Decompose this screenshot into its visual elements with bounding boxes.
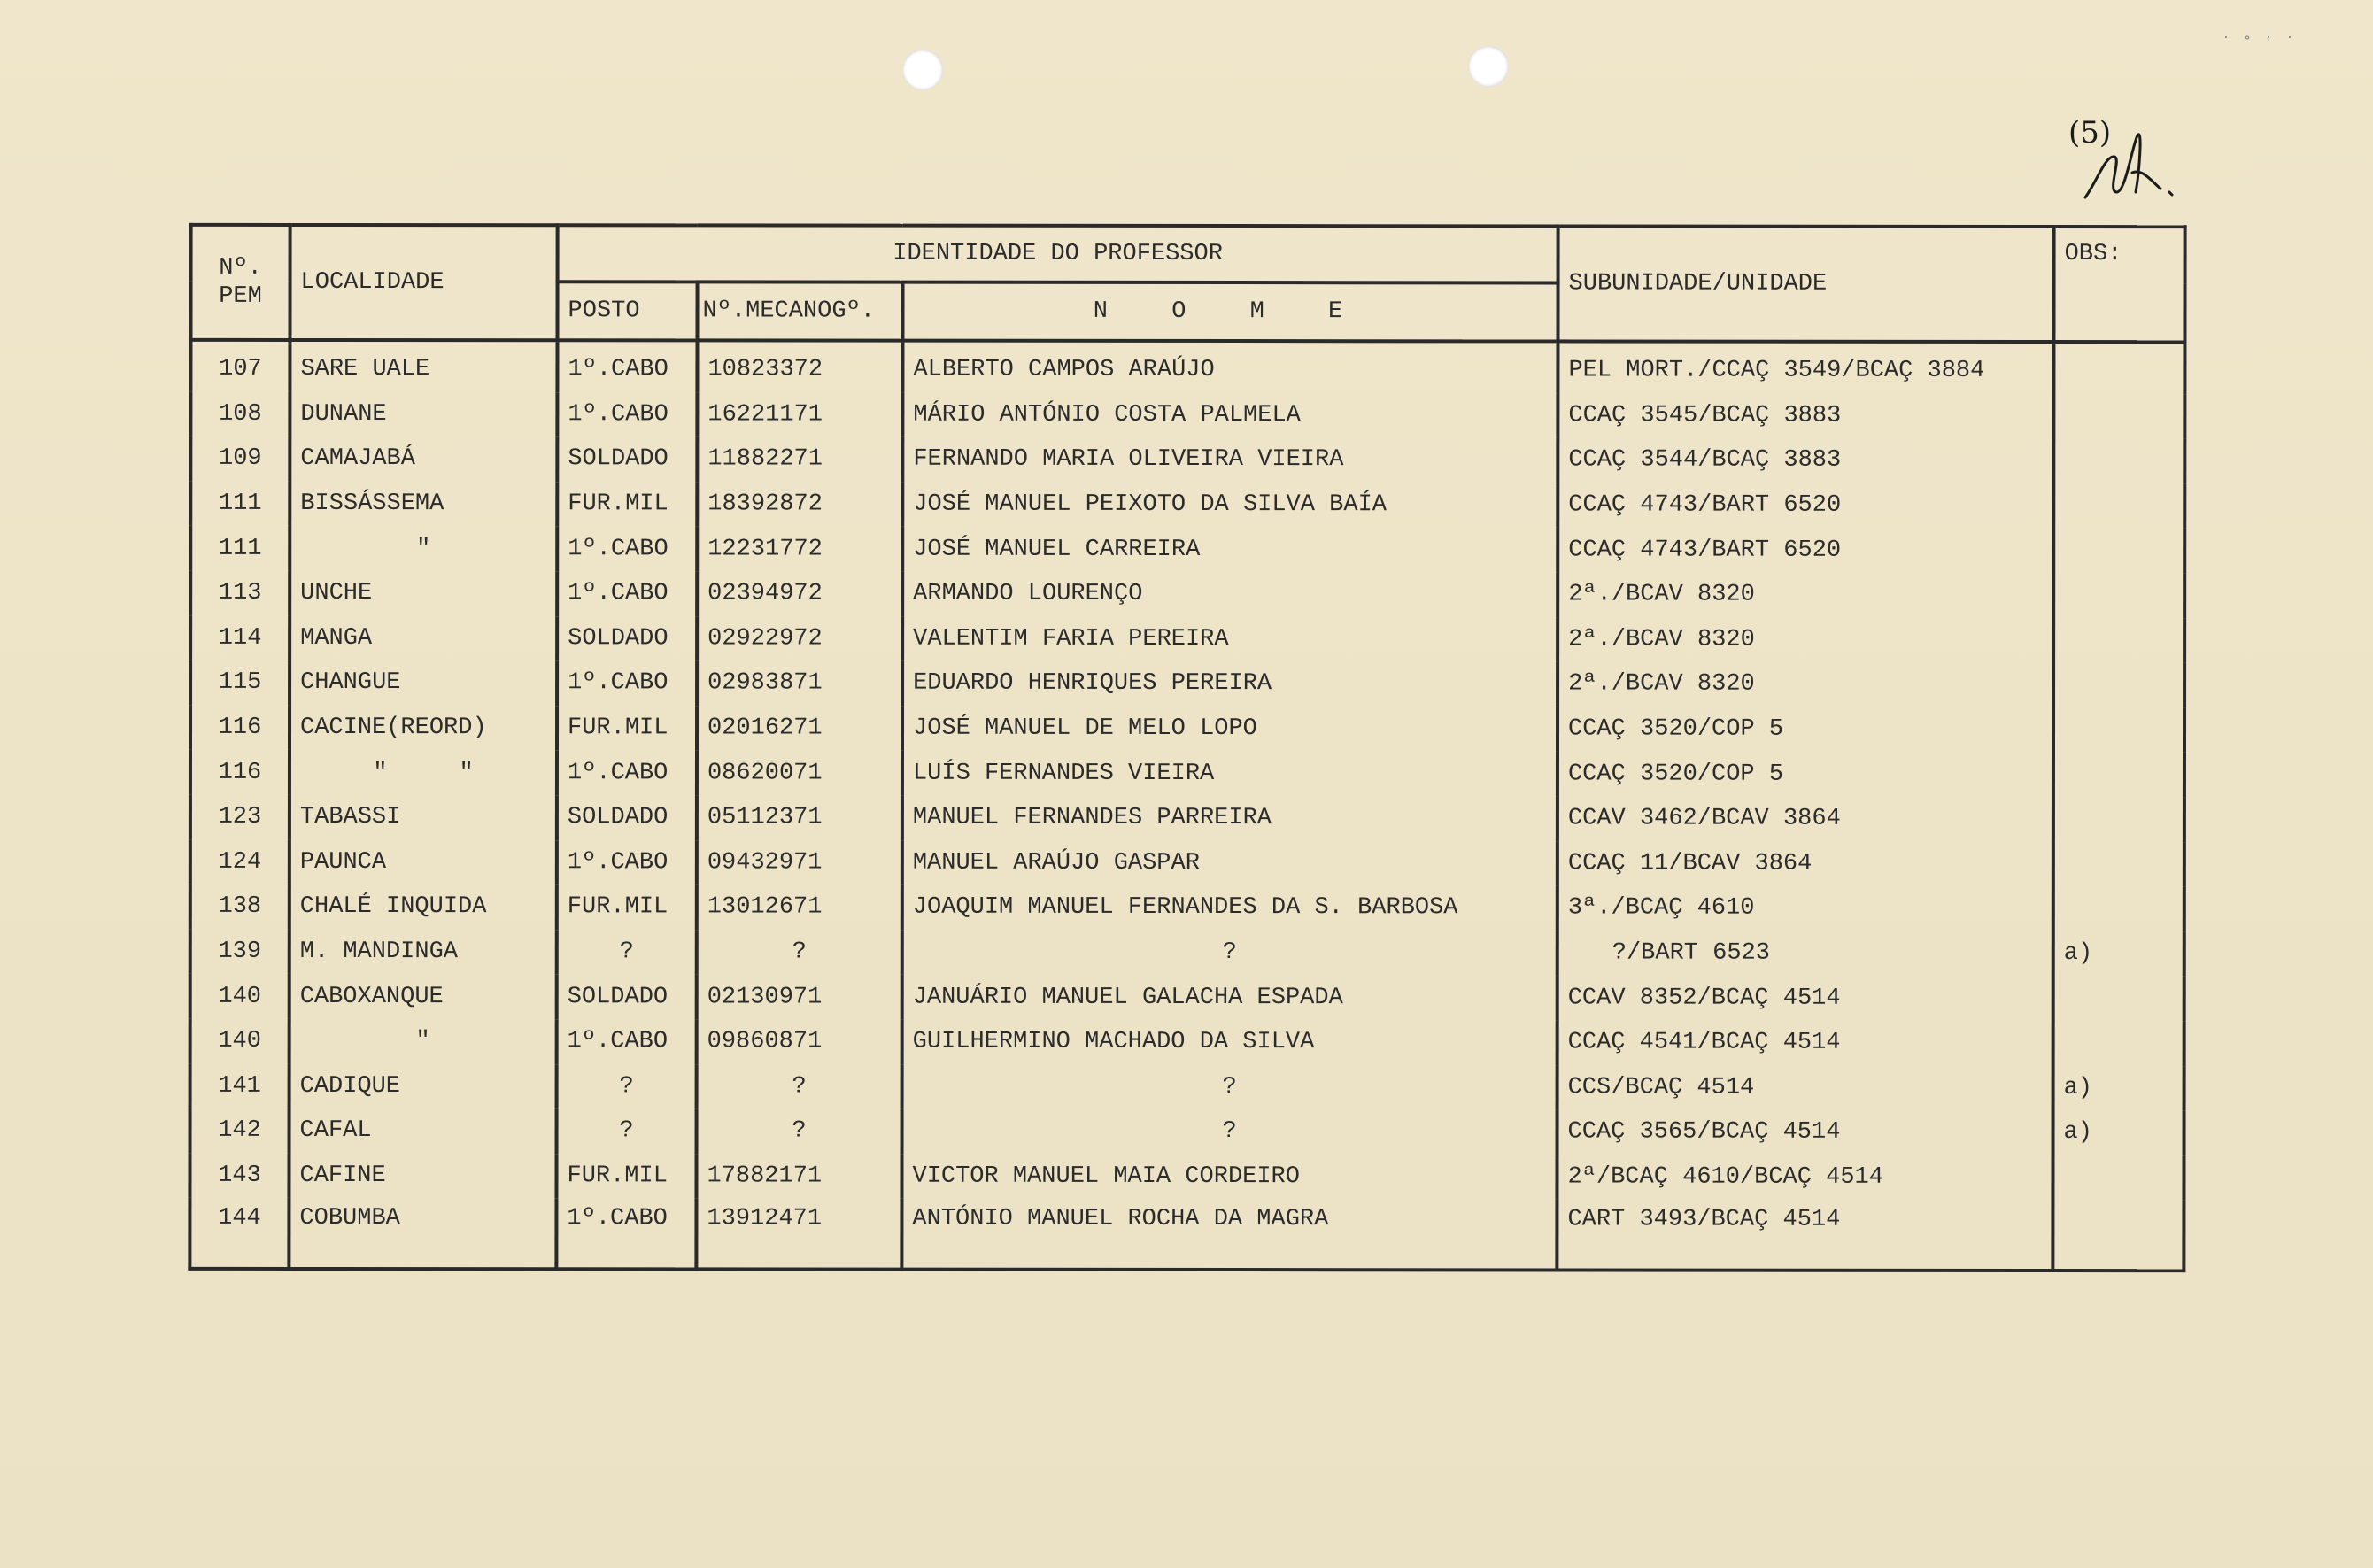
cell-unidade: CART 3493/BCAÇ 4514 [1557, 1200, 2052, 1271]
cell-nome: JOAQUIM MANUEL FERNANDES DA S. BARBOSA [902, 885, 1558, 931]
cell-posto: SOLDADO [557, 975, 697, 1020]
cell-localidade: TABASSI [290, 795, 557, 840]
cell-pem: 114 [190, 615, 290, 660]
cell-unidade: 2ª/BCAÇ 4610/BCAÇ 4514 [1557, 1155, 2052, 1200]
table-row [190, 1019, 2184, 1066]
cell-localidade: COBUMBA [289, 1198, 556, 1269]
cell-posto: ? [557, 1108, 697, 1154]
col-header-identidade: IDENTIDADE DO PROFESSOR [558, 225, 1558, 282]
cell-nome: JOSÉ MANUEL CARREIRA [902, 527, 1558, 572]
cell-nome: MANUEL ARAÚJO GASPAR [902, 840, 1558, 885]
cell-obs [2053, 976, 2184, 1021]
cell-posto: 1º.CABO [557, 660, 697, 706]
cell-mecanog: 18392872 [697, 482, 902, 527]
cell-localidade: CHANGUE [290, 660, 557, 706]
cell-pem: 144 [189, 1198, 289, 1269]
table-row [190, 436, 2184, 483]
table-row [190, 795, 2184, 842]
cell-nome: GUILHERMINO MACHADO DA SILVA [902, 1020, 1558, 1065]
cell-obs: a) [2053, 931, 2184, 977]
cell-unidade: CCAÇ 3544/BCAÇ 3883 [1558, 438, 2053, 483]
cell-nome: LUÍS FERNANDES VIEIRA [902, 751, 1558, 796]
cell-mecanog: 02922972 [697, 616, 902, 661]
col-header-num-pem: Nº. PEM [190, 225, 290, 340]
table-row [190, 526, 2184, 573]
cell-nome: MANUEL FERNANDES PARREIRA [902, 796, 1558, 841]
cell-nome: VICTOR MANUEL MAIA CORDEIRO [901, 1154, 1557, 1199]
cell-posto: SOLDADO [557, 795, 697, 840]
cell-obs [2052, 1200, 2184, 1271]
cell-pem: 123 [190, 795, 290, 840]
col-header-localidade: LOCALIDADE [290, 225, 557, 340]
cell-posto: SOLDADO [557, 616, 697, 661]
cell-pem: 107 [190, 340, 290, 392]
table-row [190, 571, 2184, 618]
cell-obs [2052, 1155, 2184, 1201]
cell-unidade: CCAÇ 4743/BART 6520 [1558, 528, 2053, 573]
col-header-obs: OBS: [2053, 227, 2184, 342]
cell-pem: 113 [190, 571, 290, 616]
table-row [189, 1154, 2184, 1201]
cell-localidade: M. MANDINGA [290, 930, 557, 975]
cell-obs [2053, 886, 2184, 931]
cell-pem: 108 [190, 391, 290, 436]
table-row [190, 391, 2184, 438]
cell-obs [2053, 1021, 2184, 1066]
cell-localidade: BISSÁSSEMA [290, 482, 557, 527]
corner-marks: ˙ ˚ ʼ ˙ [2221, 35, 2296, 56]
cell-posto: 1º.CABO [557, 751, 697, 796]
cell-obs [2053, 528, 2184, 573]
cell-mecanog: 10823372 [697, 340, 902, 392]
cell-mecanog: 09432971 [697, 840, 902, 885]
cell-localidade: CACINE(REORD) [290, 706, 557, 751]
cell-mecanog: 17882171 [696, 1154, 901, 1199]
table-row [190, 1063, 2184, 1110]
cell-mecanog: 13912471 [696, 1199, 901, 1270]
cell-mecanog: 02016271 [697, 706, 902, 751]
table-row [190, 974, 2184, 1021]
cell-unidade: CCAÇ 3545/BCAÇ 3883 [1558, 393, 2053, 438]
cell-obs [2053, 483, 2184, 529]
cell-mecanog: 02394972 [697, 571, 902, 616]
cell-nome: ALBERTO CAMPOS ARAÚJO [902, 341, 1558, 393]
cell-localidade: CAFAL [290, 1108, 557, 1154]
col-header-nome: N O M E [902, 282, 1558, 342]
cell-posto: 1º.CABO [556, 1199, 696, 1270]
handwritten-initials [2081, 120, 2178, 208]
cell-posto: 1º.CABO [557, 1019, 697, 1064]
cell-posto: FUR.MIL [556, 1154, 696, 1199]
cell-obs [2053, 438, 2184, 483]
cell-nome: ? [902, 1109, 1558, 1155]
cell-pem: 140 [190, 974, 290, 1019]
cell-unidade: CCAÇ 3565/BCAÇ 4514 [1558, 1110, 2053, 1155]
cell-nome: JOSÉ MANUEL DE MELO LOPO [902, 706, 1558, 751]
cell-posto: FUR.MIL [557, 884, 697, 930]
cell-obs [2053, 394, 2184, 439]
cell-mecanog: ? [697, 1064, 902, 1109]
cell-mecanog: 08620071 [697, 751, 902, 796]
cell-obs [2053, 342, 2184, 394]
cell-mecanog: ? [697, 1109, 902, 1155]
cell-localidade: CAMAJABÁ [290, 436, 557, 482]
table-row [190, 839, 2184, 886]
cell-localidade: MANGA [290, 616, 557, 661]
cell-obs [2053, 573, 2184, 618]
cell-unidade: 2ª./BCAV 8320 [1558, 617, 2053, 662]
cell-posto: 1º.CABO [557, 840, 697, 885]
cell-unidade: ?/BART 6523 [1558, 931, 2053, 976]
cell-mecanog: 09860871 [697, 1019, 902, 1064]
cell-localidade: " [290, 526, 557, 571]
cell-pem: 140 [190, 1019, 290, 1064]
cell-pem: 116 [190, 706, 290, 751]
cell-unidade: 2ª./BCAV 8320 [1558, 662, 2053, 707]
cell-pem: 139 [190, 930, 290, 975]
table-row [189, 1198, 2184, 1271]
cell-pem: 111 [190, 526, 290, 571]
cell-unidade: 2ª./BCAV 8320 [1558, 572, 2053, 617]
cell-pem: 109 [190, 436, 290, 482]
cell-nome: MÁRIO ANTÓNIO COSTA PALMELA [902, 392, 1558, 437]
cell-mecanog: 13012671 [697, 885, 902, 931]
cell-obs [2053, 707, 2184, 753]
cell-posto: ? [557, 1064, 697, 1109]
cell-pem: 143 [189, 1154, 289, 1199]
cell-localidade: " " [290, 750, 557, 795]
cell-pem: 116 [190, 750, 290, 795]
cell-nome: ANTÓNIO MANUEL ROCHA DA MAGRA [901, 1199, 1557, 1271]
cell-nome: FERNANDO MARIA OLIVEIRA VIEIRA [902, 437, 1558, 483]
cell-localidade: CABOXANQUE [290, 974, 557, 1019]
cell-nome: ? [902, 930, 1558, 975]
col-header-mecanog: Nº.MECANOGº. [697, 282, 902, 340]
table-row [190, 482, 2184, 529]
cell-obs: a) [2053, 1110, 2184, 1155]
page-number: (5) [2068, 115, 2112, 151]
cell-nome: ? [902, 1064, 1558, 1109]
cell-unidade: CCAÇ 4541/BCAÇ 4514 [1558, 1020, 2053, 1065]
cell-mecanog: 02130971 [697, 975, 902, 1020]
cell-pem: 138 [190, 884, 290, 930]
cell-unidade: CCAÇ 3520/COP 5 [1558, 752, 2053, 797]
cell-obs [2053, 752, 2184, 797]
cell-localidade: CADIQUE [290, 1063, 557, 1108]
punch-hole-left [902, 50, 943, 90]
cell-unidade: CCAÇ 11/BCAV 3864 [1558, 841, 2053, 886]
cell-mecanog: 16221171 [697, 392, 902, 437]
cell-unidade: CCAÇ 4743/BART 6520 [1558, 483, 2053, 528]
table-row [190, 750, 2184, 797]
cell-unidade: CCAÇ 3520/COP 5 [1558, 707, 2053, 752]
table-row [190, 930, 2184, 977]
cell-mecanog: 11882271 [697, 437, 902, 483]
cell-localidade: " [290, 1019, 557, 1064]
cell-unidade: CCAV 8352/BCAÇ 4514 [1558, 976, 2053, 1021]
cell-localidade: SARE UALE [290, 340, 557, 392]
cell-posto: FUR.MIL [557, 482, 697, 527]
cell-nome: JOSÉ MANUEL PEIXOTO DA SILVA BAÍA [902, 482, 1558, 527]
table-row [190, 340, 2184, 394]
table-row [190, 1108, 2184, 1155]
cell-unidade: 3ª./BCAÇ 4610 [1558, 886, 2053, 931]
cell-unidade: CCS/BCAÇ 4514 [1558, 1065, 2053, 1110]
col-header-posto: POSTO [557, 282, 697, 340]
cell-obs [2053, 618, 2184, 663]
cell-posto: 1º.CABO [557, 571, 697, 616]
cell-posto: 1º.CABO [557, 527, 697, 572]
cell-posto: ? [557, 930, 697, 975]
cell-nome: JANUÁRIO MANUEL GALACHA ESPADA [902, 975, 1558, 1020]
cell-localidade: UNCHE [290, 571, 557, 616]
cell-pem: 124 [190, 839, 290, 884]
cell-pem: 141 [190, 1063, 290, 1108]
cell-pem: 115 [190, 660, 290, 706]
cell-mecanog: 12231772 [697, 527, 902, 572]
cell-localidade: CAFINE [289, 1154, 556, 1199]
cell-localidade: CHALÉ INQUIDA [290, 884, 557, 930]
cell-mecanog: ? [697, 930, 902, 975]
cell-unidade: CCAV 3462/BCAV 3864 [1558, 796, 2053, 841]
table-row [190, 660, 2184, 707]
cell-mecanog: 05112371 [697, 795, 902, 840]
punch-hole-right [1468, 46, 1509, 87]
teacher-register-table [188, 223, 2186, 1273]
cell-posto: 1º.CABO [557, 392, 697, 437]
cell-posto: 1º.CABO [557, 340, 697, 392]
cell-obs [2053, 797, 2184, 842]
table-row [190, 615, 2184, 662]
cell-unidade: PEL MORT./CCAÇ 3549/BCAÇ 3884 [1558, 341, 2053, 393]
cell-pem: 111 [190, 482, 290, 527]
col-header-subunidade: SUBUNIDADE/UNIDADE [1558, 226, 2053, 342]
cell-obs [2053, 842, 2184, 887]
cell-posto: FUR.MIL [557, 706, 697, 751]
table-row [190, 884, 2184, 931]
cell-mecanog: 02983871 [697, 661, 902, 707]
cell-nome: ARMANDO LOURENÇO [902, 572, 1558, 617]
cell-obs: a) [2053, 1066, 2184, 1111]
cell-nome: VALENTIM FARIA PEREIRA [902, 616, 1558, 661]
cell-nome: EDUARDO HENRIQUES PEREIRA [902, 661, 1558, 707]
cell-pem: 142 [190, 1108, 290, 1154]
cell-localidade: PAUNCA [290, 839, 557, 884]
cell-obs [2053, 662, 2184, 707]
cell-localidade: DUNANE [290, 392, 557, 437]
table-row [190, 706, 2184, 753]
cell-posto: SOLDADO [557, 436, 697, 482]
